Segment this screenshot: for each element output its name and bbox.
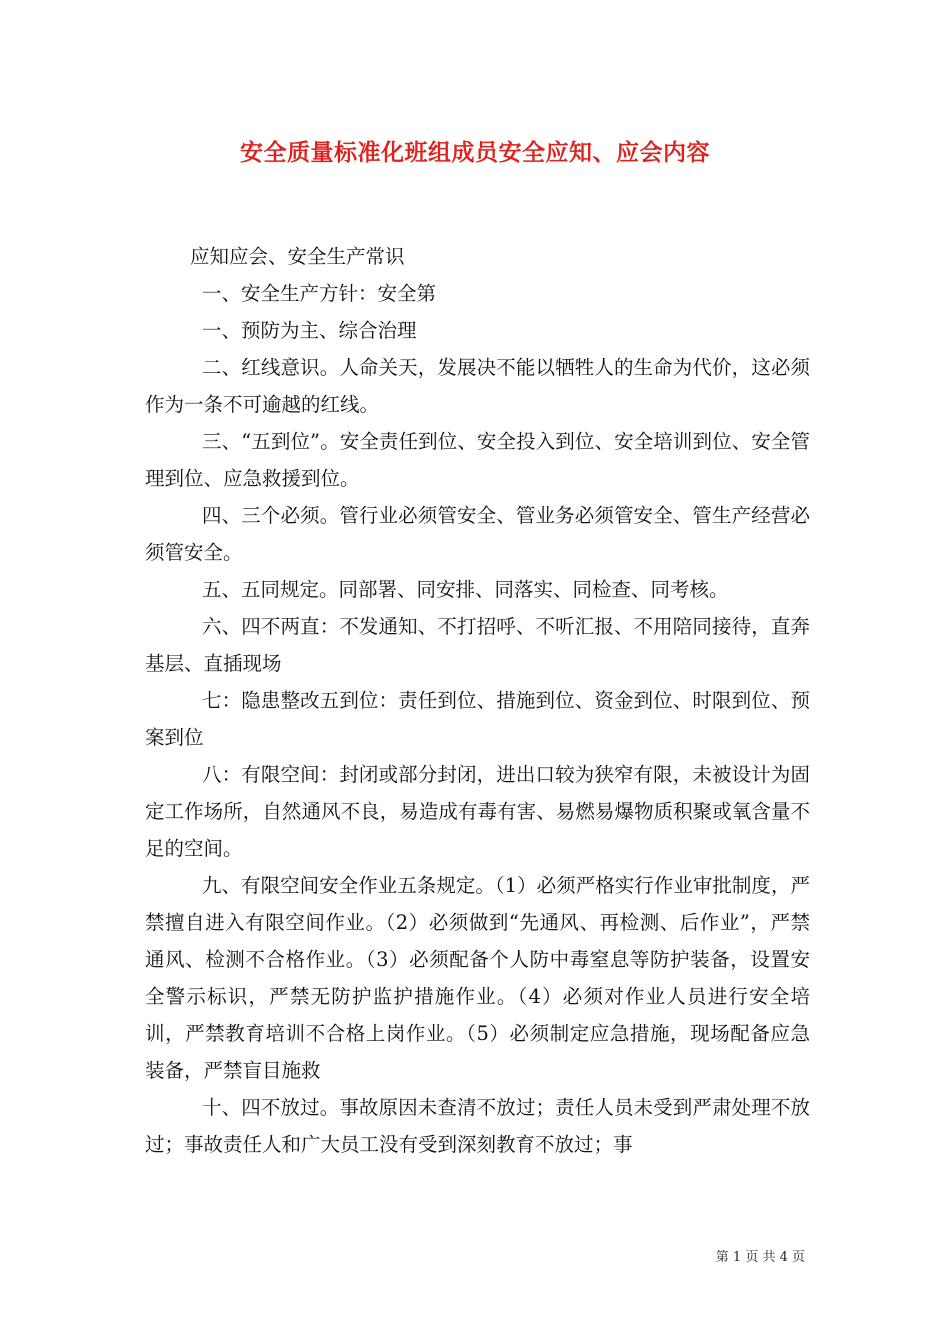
- paragraph: 应知应会、安全生产常识: [190, 245, 405, 268]
- page-number: 第 1 页 共 4 页: [715, 1250, 805, 1265]
- paragraph: 五、五同规定。同部署、同安排、同落实、同检查、同考核。: [202, 578, 729, 601]
- paragraph: 三、“五到位”。安全责任到位、安全投入到位、安全培训到位、安全管理到位、应急救援到位。: [145, 430, 810, 490]
- paragraph: 十、四不放过。事故原因未查清不放过；责任人员未受到严肃处理不放过；事故责任人和广大员工没有受到深刻教育不放过；事: [145, 1096, 810, 1156]
- document-title: 安全质量标准化班组成员安全应知、应会内容: [240, 140, 710, 166]
- paragraph: 二、红线意识。人命关天，发展决不能以牺牲人的生命为代价，这必须作为一条不可逾越的红线。: [145, 356, 810, 416]
- paragraph: 四、三个必须。管行业必须管安全、管业务必须管安全、管生产经营必须管安全。: [145, 504, 810, 564]
- document-body: [145, 238, 810, 1163]
- paragraph: 一、预防为主、综合治理: [202, 319, 417, 342]
- paragraph: 九、有限空间安全作业五条规定。（1）必须严格实行作业审批制度，严禁擅自进入有限空间作业。（2）必须做到“先通风、再检测、后作业”，严禁通风、检测不合格作业。（3）必须配备个人防中毒窒息等防护装备，设置安全警示标识，严禁无防护监护措施作业。（4）必须对作业人员进行安全培训，严禁教育培训不合格上岗作业。（5）必须制定应急措施，现场配备应急装备，严禁盲目施救: [145, 874, 810, 1082]
- paragraph: 六、四不两直：不发通知、不打招呼、不听汇报、不用陪同接待，直奔基层、直插现场: [145, 615, 810, 675]
- paragraph: 一、安全生产方针：安全第: [202, 282, 437, 305]
- paragraph: 八：有限空间：封闭或部分封闭，进出口较为狭窄有限，未被设计为固定工作场所，自然通风不良，易造成有毒有害、易燃易爆物质积聚或氧含量不足的空间。: [145, 763, 810, 860]
- paragraph: 七：隐患整改五到位：责任到位、措施到位、资金到位、时限到位、预案到位: [145, 689, 810, 749]
